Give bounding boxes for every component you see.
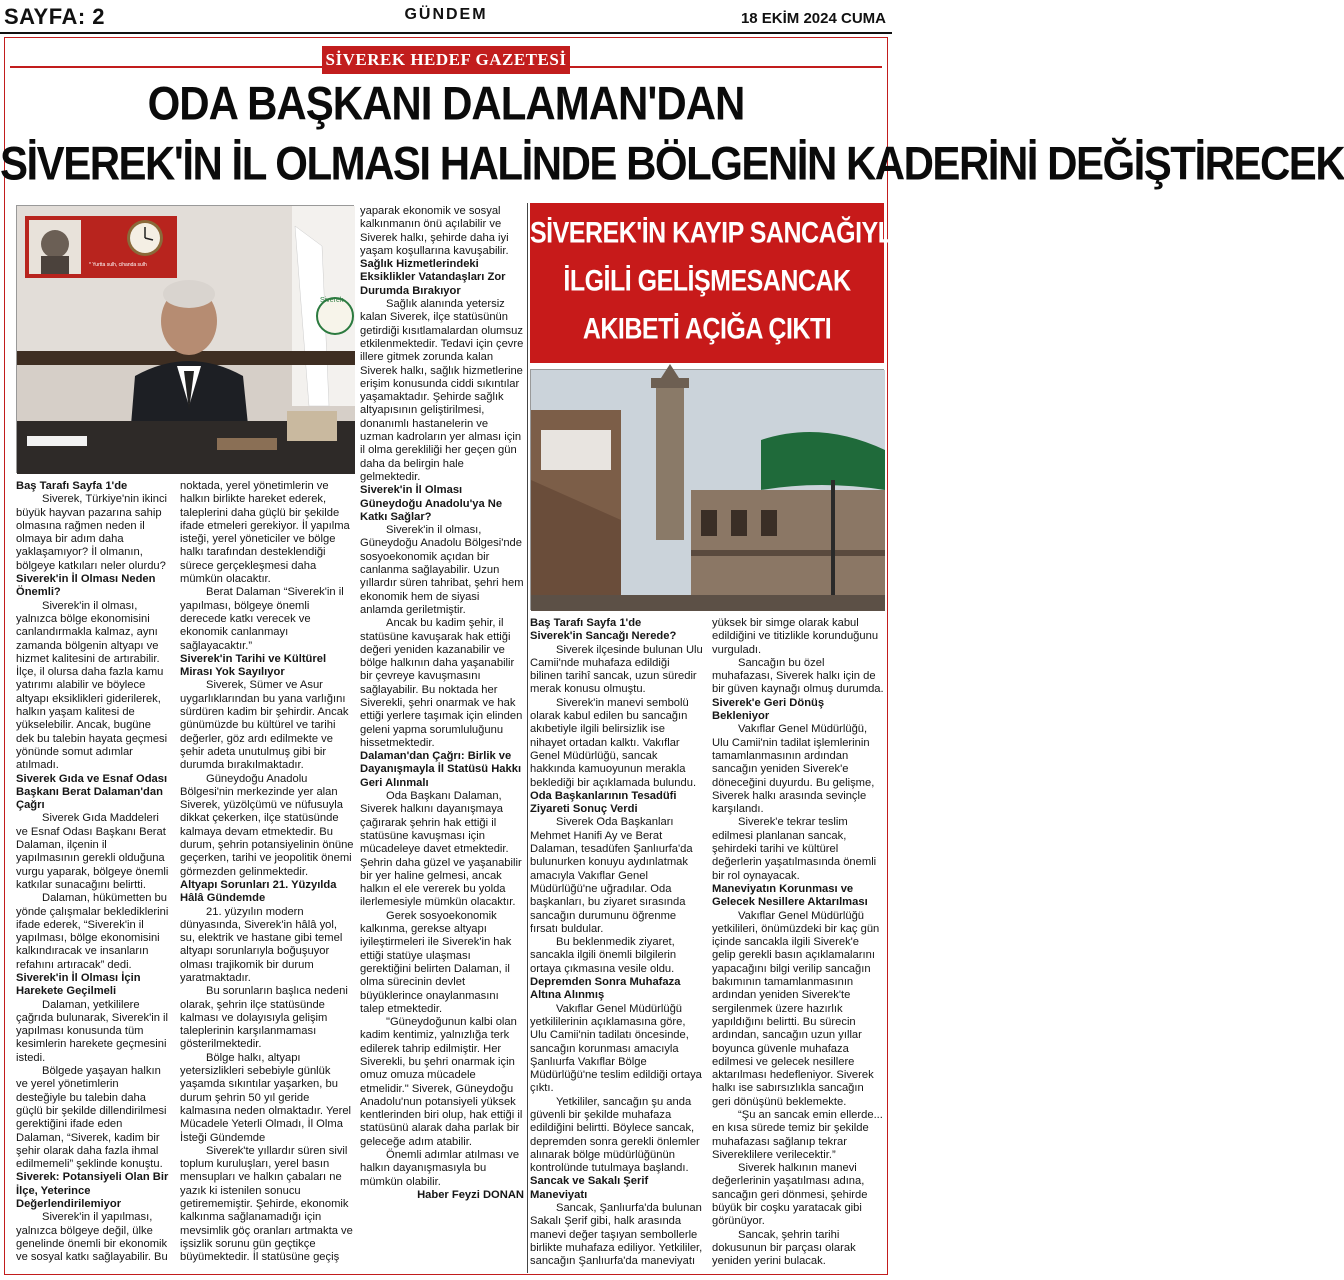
portrait-photo xyxy=(16,205,354,473)
article1-paragraph: 21. yüzyılın modern dünyasında, Siverek'in hâlâ yol, su, elektrik ve hastane gibi temel altyapı sorunlarıyla boğuşuyor olması trajikomik bir durum yaratmaktadır. xyxy=(180,905,343,984)
article2-subheading: Depremden Sonra Muhafaza Altına Alınmış xyxy=(530,976,681,1002)
article1-paragraph: Siverek'in il olması, yalnızca bölge ekonomisini canlandırmakla kalmaz, aynı zamanda bölgenin altyapı ve hizmet kalitesini de artırabilir. İlçe, il olursa daha fazla kamu yatırımı alabilir ve böylece altyapı eksiklikleri giderilerek, halkın yaşam kalitesi de yükselebilir. Ancak, bugüne dek bu talebin hayata geçmesi yönünde somut adımlar atılmadı. xyxy=(16,599,168,772)
article1-paragraph: Önemli adımlar atılması ve halkın dayanışmasıyla bu mümkün olabilir. xyxy=(360,1149,520,1188)
portrait-illustration xyxy=(17,206,355,474)
article1-paragraph: Siverek, Sümer ve Asur uygarlıklarından bu yana varlığını sürdüren kadim bir şehirdir. Ancak günümüzde bu kültürel ve tarihi değerler, göz ardı edilmekte ve şehir adeta unutulmuş gibi bir durumda bırakılmaktadır. xyxy=(180,679,349,772)
article2-subheading: Siverek'e Geri Dönüş Bekleniyor xyxy=(712,696,825,723)
publication-banner: SİVEREK HEDEF GAZETESİ xyxy=(322,46,570,74)
article1-paragraph: Siverek'in il olması, Güneydoğu Anadolu Bölgesi'nde sosyoekonomik açıdan bir canlanma sağlayabilir. Uzun yıllardır süren tahribat, şehri hem ekonomik hem de siyasi anlamda geriletmiştir. xyxy=(360,524,524,616)
article1-byline: Haber Feyzi DONAN xyxy=(417,1188,524,1201)
article1-paragraph: Bölgede yaşayan halkın ve yerel yönetimlerin desteğiyle bu talebin daha güçlü bir şekilde dillendirilmesi gerektiğini ifade eden Dalaman, “Siverek, kadim bir şehir olarak daha fazla ihmal edilmemeli” şeklinde konuştu. xyxy=(16,1065,167,1171)
article1-subheading: Siverek'in İl Olması Güneydoğu Anadolu'ya Ne Katkı Sağlar? xyxy=(360,484,503,523)
headline-line-1: ODA BAŞKANI DALAMAN'DAN xyxy=(147,77,745,130)
article1-column-3 xyxy=(360,205,524,1275)
article1-paragraph: Güneydoğu Anadolu Bölgesi'nin merkezinde yer alan Siverek, yüzölçümü ve nüfusuyla dikkat çekerken, ilçe statüsünde kalmaya devam etmektedir. Bu durum, şehrin potansiyelinin önüne geçerken, tarihi ve jeopolitik önemi görmezden gelinmektedir. xyxy=(180,772,354,878)
article1-paragraph: Bu sorunların başlıca nedeni olarak, şehrin ilçe statüsünde kalması ve dolayısıyla gelişim taleplerinin karşılanmaması gösterilmektedir. xyxy=(180,985,348,1051)
article1-paragraph: Dalaman, hükümetten bu yönde çalışmalar beklediklerini ifade ederek, “Siverek'in il yapılması, bölge ekonomisini kalkındıracak ve insanların refahını artıracak” dedi. xyxy=(16,892,169,971)
section-name: GÜNDEM xyxy=(404,6,488,23)
article1-subheading: Dalaman'dan Çağrı: Birlik ve Dayanışmayla İl Statüsü Hakkı Geri Alınmalı xyxy=(360,750,522,789)
article1-paragraph: "Güneydoğunun kalbi olan kadim kentimiz, yalnızlığa terk edilerek tahrip edilmiştir. Her Siverekli, bu şehri onarmak için omuz omuza mücadele etmelidir." Siverek, Güneydoğu Anadolu'nun potansiyeli yüksek kentlerinden biri olup, hak ettiği il statüsünü alarak daha parlak bir geleceğe adım atabilir. xyxy=(360,1016,523,1148)
page-header xyxy=(0,0,892,34)
article1-paragraph: Bölge halkı, altyapı yetersizlikleri sebebiyle günlük yaşamda sıkıntılar yaşarken, bu durum şehrin 50 yıl geride kalmasına neden olmaktadır. Yerel Mücadele Yeterli Olmadı, İl Olma İsteği Gündemde xyxy=(180,1051,352,1144)
side-headline-line-3: AKIBETİ AÇIĞA ÇIKTI xyxy=(582,312,832,346)
article2-column-2 xyxy=(712,617,884,1275)
issue-date: 18 EKİM 2024 CUMA xyxy=(740,10,886,27)
flag-emblem-text: Siverek xyxy=(320,297,344,304)
article2-paragraph: Siverek ilçesinde bulunan Ulu Camii'nde muhafaza edildiği bilinen tarihî sancak, uzun süredir merak konusu olmuştu. xyxy=(530,643,703,696)
flag-caption: * Yurtta sulh, cihanda sulh xyxy=(89,262,147,268)
article1-paragraph: Sağlık alanında yetersiz kalan Siverek, ilçe statüsünün getirdiği kısıtlamalardan olumsuz etkilenmektedir. Tedavi için çevre illere gitmek zorunda kalan Siverek halkı, sağlık hizmetlerine erişim konusunda ciddi sıkıntılar yaşamaktadır. Şehirde sağlık altyapısının geliştirilmesi, donanımlı hastanelerin ve uzman kadroların yer alması için il olma gerekliliği her geçen gün daha da belirgin hale gelmektedir. xyxy=(360,298,524,483)
article2-paragraph: “Şu an sancak emin ellerde... en kısa sürede temiz bir şekilde muhafazası sağlanıp tekrar Sivereklilere verilecektir.” xyxy=(712,1108,883,1161)
side-headline-line-1: SİVEREK'İN KAYIP SANCAĞIYLA xyxy=(530,216,911,250)
article2-paragraph: yüksek bir simge olarak kabul edildiğini ve titizlikle korunduğunu vurguladı. xyxy=(712,617,879,656)
article1-subheading: Altyapı Sorunları 21. Yüzyılda Hâlâ Gündemde xyxy=(180,878,337,905)
article2-paragraph: Sancağın bu özel muhafazası, Siverek halkı için de bir güven kaynağı olmuş durumda. xyxy=(712,656,884,696)
article1-paragraph: noktada, yerel yönetimlerin ve halkın birlikte hareket ederek, taleplerini daha güçlü bir şekilde ifade etmeleri gerekiyor. İl yapılma isteği, yerel yöneticiler ve bölge halkı tarafından desteklendiği sürece gerçekleşmesi daha mümkün olacaktır. xyxy=(180,480,350,586)
article2-subheading: Baş Tarafı Sayfa 1'de xyxy=(530,617,642,629)
article1-column-2 xyxy=(180,480,354,1275)
side-headline-line-2: İLGİLİ GELİŞMESANCAK xyxy=(563,264,851,298)
article2-paragraph: Yetkililer, sancağın şu anda güvenli bir şekilde muhafaza edildiğini belirtti. Böylece sancak, depremden sonra gerekli önlemler alınarak bölge müdürlüğünün kontrolünde tutulmaya başlandı. xyxy=(530,1095,700,1175)
article1-paragraph: Gerek sosyoekonomik kalkınma, gerekse altyapı iyileştirmeleri ile Siverek'in hak ettiği statüye ulaşması gerektiğini belirten Dalaman, il olma sürecinin devlet büyüklerince onaylanmasını talep etmektedir. xyxy=(360,909,512,1015)
column-separator xyxy=(527,203,528,1273)
article1-paragraph: Siverek'in il yapılması, yalnızca bölgeye değil, ülke genelinde önemli bir ekonomik ve sosyal katkı sağlayabilir. Bu xyxy=(16,1211,168,1264)
mosque-illustration xyxy=(531,370,885,611)
article2-paragraph: Vakıflar Genel Müdürlüğü yetkililerinin açıklamasına göre, Ulu Camii'nin tadilatı öncesinde, sancağın korunması amacıyla Şanlıurfa Vakıflar Bölge Müdürlüğü'ne teslim edildiği ortaya çıktı. xyxy=(530,1002,702,1095)
article1-subheading: Baş Tarafı Sayfa 1'de xyxy=(16,480,128,492)
article1-paragraph: yaparak ekonomik ve sosyal kalkınmanın önü açılabilir ve Siverek halkı, şehirde daha iyi yaşam koşullarına kavuşabilir. xyxy=(360,205,509,257)
article1-column-1 xyxy=(16,480,172,1275)
article2-paragraph: Bu beklenmedik ziyaret, sancakla ilgili önemli bilgilerin ortaya çıkmasına vesile oldu. xyxy=(530,936,677,975)
article2-subheading: Sancak ve Sakalı Şerif Maneviyatı xyxy=(530,1175,649,1201)
banner-rule-left xyxy=(10,66,322,68)
headline-line-2: SİVEREK'İN İL OLMASI HALİNDE BÖLGENİN KADERİNİ DEĞİŞTİRECEK xyxy=(0,137,1344,190)
article2-paragraph: Siverek halkının manevi değerlerinin yaşatılması adına, sancağın geri dönmesi, şehirde büyük bir coşku yaratacak gibi görünüyor. xyxy=(712,1162,868,1228)
article2-subheading: Maneviyatın Korunması ve Gelecek Nesillere Aktarılması xyxy=(712,882,868,909)
article1-subheading: Siverek'in Tarihi ve Kültürel Mirası Yok Sayılıyor xyxy=(180,652,327,679)
article2-subheading: Siverek'in Sancağı Nerede? xyxy=(530,630,677,643)
article1-paragraph: Dalaman, yetkililere çağrıda bulunarak, Siverek'in il yapılması konusunda tüm kesimlerin harekete geçmesini istedi. xyxy=(16,998,169,1064)
mosque-photo xyxy=(530,369,884,610)
article1-paragraph: Berat Dalaman “Siverek'in il yapılması, bölgeye önemli derecede katkı verecek ve ekonomik canlanmayı sağlayacaktır.” xyxy=(180,586,344,652)
banner-rule-right xyxy=(570,66,882,68)
article1-paragraph: Siverek, Türkiye'nin ikinci büyük hayvan pazarına sahip olmasına rağmen neden il olmaya bir adım daha yaklaşamıyor? İl olmanın, bölgeye katkıları neler olurdu? xyxy=(16,493,168,572)
article1-subheading: Siverek'in İl Olması İçin Harekete Geçilmeli xyxy=(16,971,141,998)
article1-paragraph: Siverek Gıda Maddeleri ve Esnaf Odası Başkanı Berat Dalaman, ilçenin il yapılmasının gerekli olduğuna vurgu yaparak, bölgeye önemli katkılar sunacağını belirtti. xyxy=(16,812,169,891)
article1-subheading: Sağlık Hizmetlerindeki Eksiklikler Vatandaşları Zor Durumda Bırakıyor xyxy=(360,258,506,297)
article1-subheading: Siverek: Potansiyeli Olan Bir İlçe, Yeterince Değerlendirilemiyor xyxy=(16,1171,169,1211)
article2-paragraph: Siverek Oda Başkanları Mehmet Hanifi Ay ve Berat Dalaman, tesadüfen Şanlıurfa'da bulunurken konuyu aydınlatmak amacıyla Vakıflar Genel Müdürlüğü'ne uğradılar. Oda başkanları, bu ziyaret sırasında sancağın durumunu öğrenme fırsatı buldular. xyxy=(530,816,693,935)
article2-paragraph: Vakıflar Genel Müdürlüğü, Ulu Camii'nin tadilat işlemlerinin tamamlanmasının ardından sancağın yeniden Siverek'e döneceğini duyurdu. Bu gelişme, Siverek halkı arasında sevinçle karşılandı. xyxy=(712,723,875,816)
article1-subheading: Siverek Gıda ve Esnaf Odası Başkanı Berat Dalaman'dan Çağrı xyxy=(16,772,168,812)
article2-paragraph: Sancak, şehrin tarihi dokusunun bir parçası olarak yeniden yerini bulacak. xyxy=(712,1228,856,1268)
article2-column-1 xyxy=(530,617,704,1275)
article2-paragraph: Siverek'e tekrar teslim edilmesi planlanan sancak, şehirdeki tarihi ve kültürel değerlerin yaşatılmasında önemli bir rol oynayacak. xyxy=(712,816,877,882)
article1-paragraph: Oda Başkanı Dalaman, Siverek halkını dayanışmaya çağırarak şehrin hak ettiği il statüsüne kavuşması için mücadeleye davet etmektedir. Şehrin daha güzel ve yaşanabilir bir yer haline gelmesi, ancak halkın el ele vererek bu yolda ilerlemesiyle mümkün olacaktır. xyxy=(360,790,522,909)
side-headline-box xyxy=(530,203,911,363)
page-number: SAYFA: 2 xyxy=(4,4,106,29)
article1-paragraph: Siverek'te yıllardır süren sivil toplum kuruluşları, yerel basın mensupları ve halkın çabaları ne yazık ki istenilen sonucu getirememiştir. Şehirde, ekonomik kalkınma sağlanamadığı için mevsimlik göç oranları artmakta ve işsizlik sorunu gün geçtikçe büyümektedir. İl statüsüne geçiş xyxy=(180,1144,353,1264)
article1-subheading: Siverek'in İl Olması Neden Önemli? xyxy=(16,573,156,599)
article2-paragraph: Sancak, Şanlıurfa'da bulunan Sakalı Şerif gibi, halk arasında manevi değer taşıyan sembollerle birlikte muhafaza ediliyor. Yetkililer, sancağın Şanlıurfa'da maneviyatı xyxy=(530,1202,703,1268)
article2-paragraph: Vakıflar Genel Müdürlüğü yetkilileri, önümüzdeki bir kaç gün içinde sancakla ilgili Siverek'e gelip gerekli basın açıklamalarını yapacağını bilgi verilip sancağın bakımının tamamlanmasının ardından yeniden Siverek'te sergilenmek üzere hazırlık yapıldığını belirtti. Bu sürecin ardından, sancağın uzun yıllar boyunca güvenle muhafaza edilmesi ve gelecek nesillere aktarılması hedefleniyor. Siverek halkı ise sabırsızlıkla sancağın geri dönüşünü beklemekte. xyxy=(712,909,880,1108)
article2-subheading: Oda Başkanlarının Tesadüfi Ziyareti Sonuç Verdi xyxy=(530,789,677,816)
article1-paragraph: Ancak bu kadim şehir, il statüsüne kavuşarak hak ettiği değeri yeniden kazanabilir ve bölge halkının daha yaşanabilir bir çevreye kavuşmasını sağlayabilir. Bu noktada her Siverekli, şehri onarmak ve hak ettiği yerlere taşımak için elinden geleni yapma sorumluluğunu hissetmektedir. xyxy=(360,617,523,749)
article2-paragraph: Siverek'in manevi sembolü olarak kabul edilen bu sancağın akıbetiyle ilgili belirsizlik ise nihayet ortadan kalktı. Vakıflar Genel Müdürlüğü, sancak hakkında kamuoyunun merakla beklediği bir açıklamada bulundu. xyxy=(530,696,697,789)
